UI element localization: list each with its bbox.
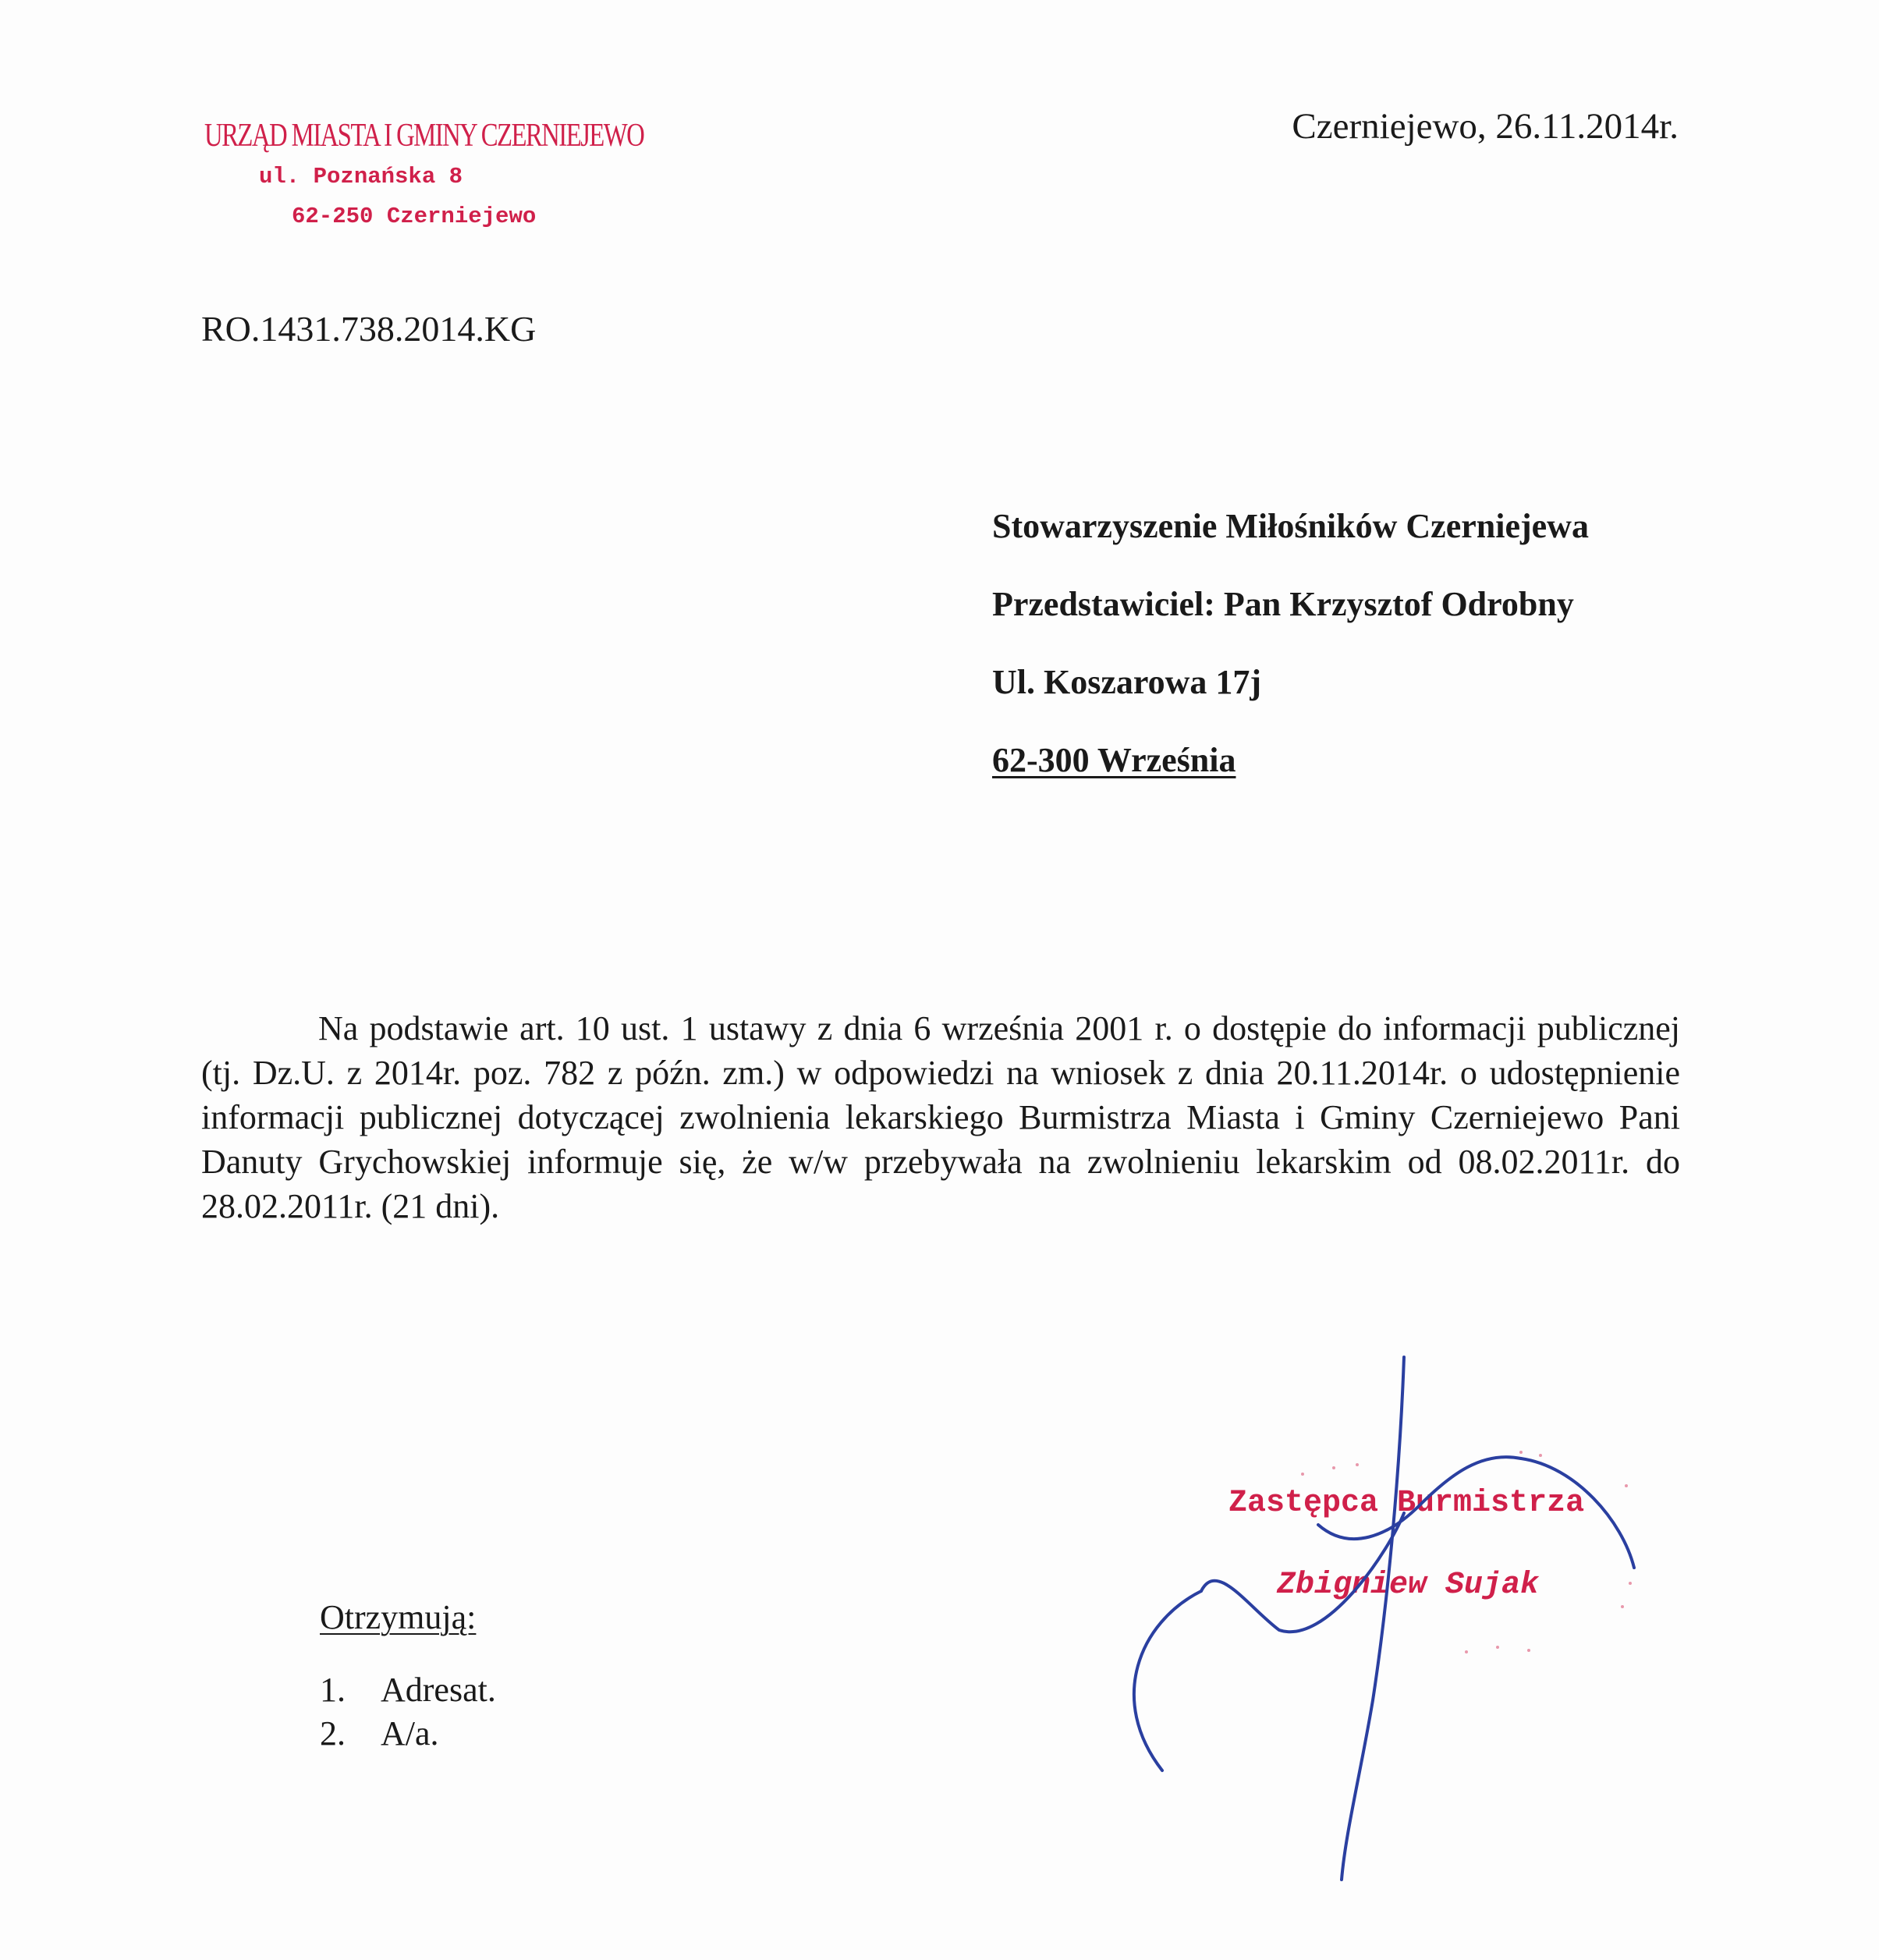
signature-stamp (1228, 1486, 1584, 1603)
list-item-number: 1. (320, 1671, 346, 1709)
body-paragraph: Na podstawie art. 10 ust. 1 ustawy z dnia 6 września 2001 r. o dostępie do informacji publicznej (tj. Dz.U. z 2014r. poz. 782 z późn. zm.) w odpowiedzi na wniosek z dnia 20.11.2014r. o udostępnienie informacji publicznej dotyczącej zwolnienia lekarskiego Burmistrza Miasta i Gminy Czerniejewo Pani Danuty Grychowskiej informuje się, że w/w przebywała na zwolnieniu lekarskim od 08.02.2011r. do 28.02.2011r. (21 dni). (201, 1009, 1680, 1225)
letter-date: Czerniejewo, 26.11.2014r. (1292, 106, 1679, 147)
reference-number: RO.1431.738.2014.KG (201, 309, 537, 349)
recipient-address (992, 505, 1589, 817)
signatory-name: Zbigniew Sujak (1277, 1568, 1540, 1603)
list-item-label: A/a. (381, 1714, 439, 1753)
office-postal-city: 62-250 Czerniejewo (292, 204, 537, 229)
list-item-label: Adresat. (381, 1671, 496, 1709)
recipient-organization: Stowarzyszenie Miłośników Czerniejewa (992, 507, 1589, 545)
office-street: ul. Poznańska 8 (259, 164, 463, 190)
list-item (320, 1712, 496, 1756)
recipient-postal-city: 62-300 Września (992, 741, 1236, 779)
recipients-list (320, 1597, 496, 1756)
signatory-role: Zastępca Burmistrza (1228, 1486, 1585, 1521)
letter-body (201, 1006, 1680, 1228)
office-stamp (204, 117, 644, 229)
list-item-number: 2. (320, 1714, 346, 1753)
list-item (320, 1668, 496, 1712)
recipient-representative: Przedstawiciel: Pan Krzysztof Odrobny (992, 585, 1574, 623)
recipient-street: Ul. Koszarowa 17j (992, 663, 1262, 701)
office-name: URZĄD MIASTA I GMINY CZERNIEJEWO (204, 118, 644, 154)
recipients-heading: Otrzymują: (320, 1598, 477, 1636)
